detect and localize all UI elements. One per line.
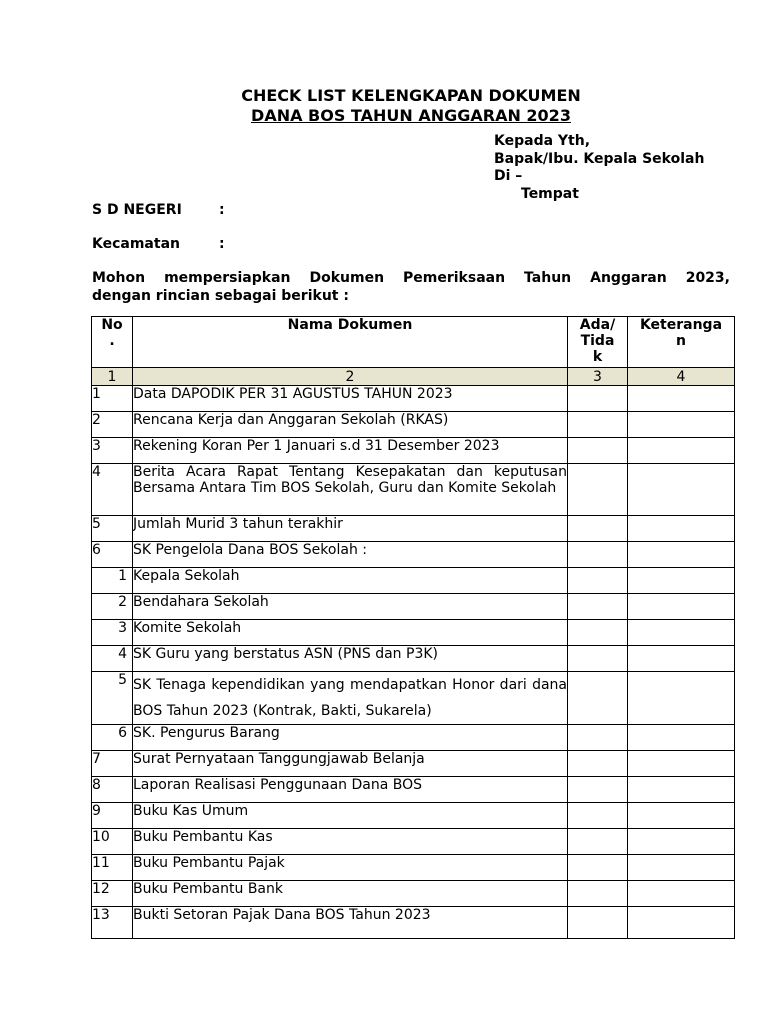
row-document-name: Buku Kas Umum [133,803,568,829]
header-no-text: No . [101,317,123,349]
row-number: 6 [92,725,133,751]
document-subtitle [0,106,768,126]
row-note-cell[interactable] [628,751,735,777]
row-number: 4 [92,464,133,516]
header-row [92,317,735,368]
row-note-cell[interactable] [628,672,735,725]
row-document-name: Buku Pembantu Pajak [133,855,568,881]
intro-line-1: Mohon mempersiapkan Dokumen Pemeriksaan Tahun Anggaran 2023, [92,270,730,286]
address-line-4: Tempat [521,185,579,202]
row-document-name: SK Guru yang berstatus ASN (PNS dan P3K) [133,646,568,672]
table-row [92,464,735,516]
row-document-name: Jumlah Murid 3 tahun terakhir [133,516,568,542]
header-note [628,317,735,368]
row-note-cell[interactable] [628,620,735,646]
row-number: 3 [92,620,133,646]
column-number: 2 [133,368,568,386]
address-line-3: Di – [494,168,523,184]
column-number: 4 [628,368,735,386]
row-document-name: Kepala Sekolah [133,568,568,594]
row-note-cell[interactable] [628,464,735,516]
row-number: 2 [92,594,133,620]
row-note-cell[interactable] [628,594,735,620]
row-number: 1 [92,386,133,412]
row-note-cell[interactable] [628,855,735,881]
row-status-cell[interactable] [568,751,628,777]
row-status-cell[interactable] [568,438,628,464]
row-status-cell[interactable] [568,464,628,516]
row-number: 13 [92,907,133,939]
row-number: 3 [92,438,133,464]
row-document-name: SK. Pengurus Barang [133,725,568,751]
table-row [92,881,735,907]
row-note-cell[interactable] [628,542,735,568]
row-status-cell[interactable] [568,803,628,829]
district-field [92,236,225,252]
row-note-cell[interactable] [628,412,735,438]
row-note-cell[interactable] [628,777,735,803]
district-colon: : [219,236,225,252]
row-note-cell[interactable] [628,803,735,829]
header-note-text: Keterangа n [639,317,723,349]
row-number: 9 [92,803,133,829]
row-status-cell[interactable] [568,594,628,620]
school-label: S D NEGERI [92,202,182,218]
row-document-name: Bukti Setoran Pajak Dana BOS Tahun 2023 [133,907,568,939]
table-row [92,646,735,672]
row-status-cell[interactable] [568,542,628,568]
row-status-cell[interactable] [568,516,628,542]
school-colon: : [219,202,225,218]
header-status [568,317,628,368]
row-number: 11 [92,855,133,881]
table-row [92,751,735,777]
row-number: 1 [92,568,133,594]
row-number: 5 [92,516,133,542]
table-row [92,620,735,646]
address-line-1: Kepada Yth, [494,133,591,149]
row-document-name: SK Pengelola Dana BOS Sekolah : [133,542,568,568]
row-note-cell[interactable] [628,386,735,412]
row-number: 12 [92,881,133,907]
row-document-name: Rekening Koran Per 1 Januari s.d 31 Desember 2023 [133,438,568,464]
table-row [92,542,735,568]
row-note-cell[interactable] [628,516,735,542]
district-label: Kecamatan [92,236,180,252]
row-note-cell[interactable] [628,829,735,855]
row-note-cell[interactable] [628,646,735,672]
table-row [92,516,735,542]
document-subtitle-text: DANA BOS TAHUN ANGGARAN 2023 [251,106,571,125]
row-status-cell[interactable] [568,412,628,438]
header-status-text: Ada/ Tida k [579,317,616,365]
address-line-2: Bapak/Ibu. Kepala Sekolah [494,150,705,167]
row-status-cell[interactable] [568,855,628,881]
table-row [92,568,735,594]
table-row [92,829,735,855]
row-number: 2 [92,412,133,438]
header-no [92,317,133,368]
table-row [92,438,735,464]
header-name: Nama Dokumen [133,317,568,368]
row-document-name: Surat Pernyataan Tanggungjawab Belanja [133,751,568,777]
row-document-name: Data DAPODIK PER 31 AGUSTUS TAHUN 2023 [133,386,568,412]
column-number: 3 [568,368,628,386]
row-status-cell[interactable] [568,646,628,672]
row-document-name: Berita Acara Rapat Tentang Kesepakatan dan keputusan Bersama Antara Tim BOS Sekolah, Guru dan Komite Sekolah [133,464,568,516]
row-note-cell[interactable] [628,568,735,594]
row-document-name: Komite Sekolah [133,620,568,646]
row-document-name: Bendahara Sekolah [133,594,568,620]
row-number: 6 [92,542,133,568]
row-status-cell[interactable] [568,620,628,646]
table-row [92,855,735,881]
intro-paragraph [92,269,730,305]
row-number: 8 [92,777,133,803]
table-row [92,907,735,939]
row-status-cell[interactable] [568,568,628,594]
document-title: CHECK LIST KELENGKAPAN DOKUMEN [241,86,581,105]
table-row [92,725,735,751]
checklist-table [91,316,735,939]
table-row [92,672,735,725]
column-number-row [92,368,735,386]
row-number: 10 [92,829,133,855]
table-row [92,594,735,620]
row-number: 7 [92,751,133,777]
row-number: 4 [92,646,133,672]
table-row [92,412,735,438]
row-status-cell[interactable] [568,672,628,725]
table-row [92,777,735,803]
row-document-name: Buku Pembantu Bank [133,881,568,907]
row-document-name: Buku Pembantu Kas [133,829,568,855]
row-note-cell[interactable] [628,907,735,939]
recipient-address [494,133,704,203]
row-status-cell[interactable] [568,777,628,803]
school-field [92,202,225,218]
column-number: 1 [92,368,133,386]
table-row [92,803,735,829]
row-status-cell[interactable] [568,725,628,751]
intro-line-2: dengan rincian sebagai berikut : [92,288,349,304]
row-status-cell[interactable] [568,881,628,907]
row-status-cell[interactable] [568,907,628,939]
row-status-cell[interactable] [568,386,628,412]
row-note-cell[interactable] [628,881,735,907]
row-document-name: SK Tenaga kependidikan yang mendapatkan Honor dari dana BOS Tahun 2023 (Kontrak, Bakti, Sukarela) [133,672,568,725]
row-note-cell[interactable] [628,725,735,751]
row-note-cell[interactable] [628,438,735,464]
row-status-cell[interactable] [568,829,628,855]
row-document-name: Rencana Kerja dan Anggaran Sekolah (RKAS) [133,412,568,438]
row-number: 5 [92,672,133,725]
table-row [92,386,735,412]
row-document-name: Laporan Realisasi Penggunaan Dana BOS [133,777,568,803]
